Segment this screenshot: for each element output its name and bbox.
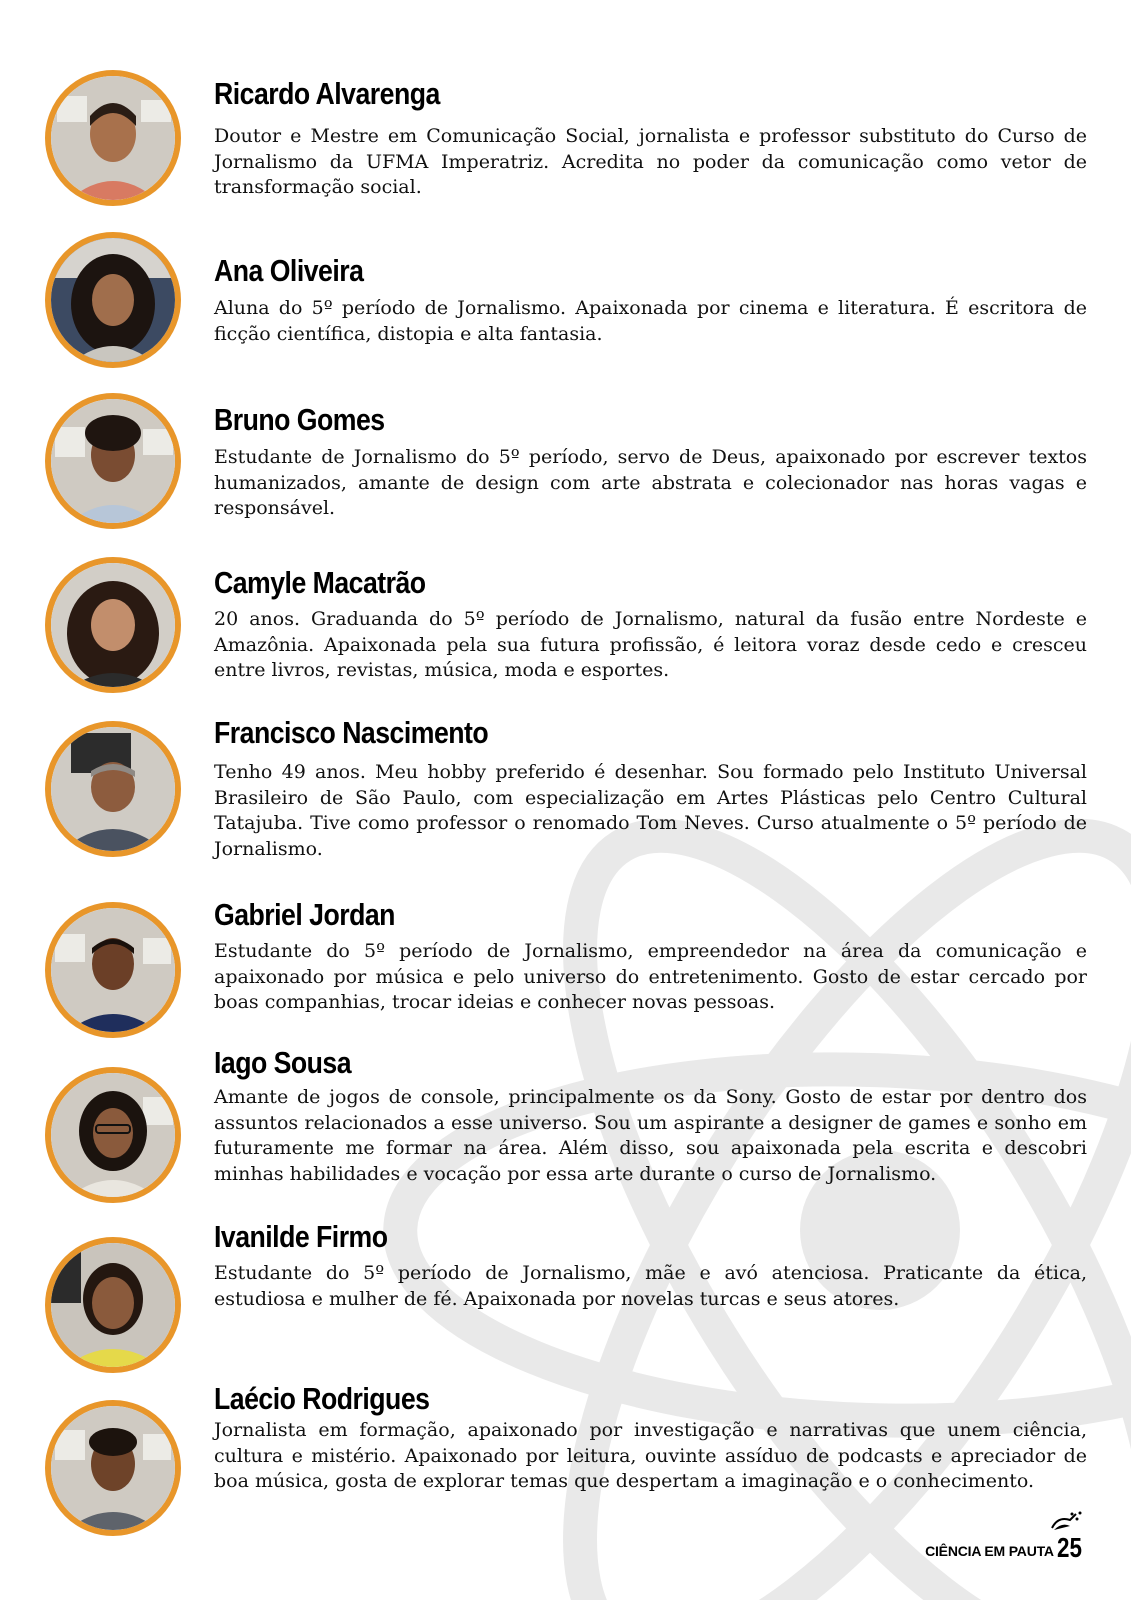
profile-name: Ana Oliveira <box>214 253 364 288</box>
avatar <box>45 557 181 693</box>
profile-name: Francisco Nascimento <box>214 715 489 750</box>
avatar <box>45 1237 181 1373</box>
avatar <box>45 902 181 1038</box>
profile-bio: Amante de jogos de console, principalmente os da Sony. Gosto de estar por dentro dos assuntos relacionados a esse universo. Sou um aspirante a designer de games e sonho em futuramente me formar na área. Além disso, sou apaixonada pela escrita e descobri minhas habilidades e vocação por essa arte durante o curso de Jornalismo. <box>214 1086 1087 1185</box>
profile-bio: Estudante de Jornalismo do 5º período, servo de Deus, apaixonado por escrever textos humanizados, amante de design com arte abstrata e colecionador nas horas vagas e responsável. <box>214 446 1087 519</box>
flask-icon <box>1048 1510 1082 1532</box>
profile-name: Ivanilde Firmo <box>214 1219 388 1254</box>
profile-bio: Estudante do 5º período de Jornalismo, mãe e avó atenciosa. Praticante da ética, estudiosa e mulher de fé. Apaixonada por novelas turcas e seus atores. <box>214 1262 1087 1310</box>
avatar <box>45 232 181 368</box>
profile-bio: Estudante do 5º período de Jornalismo, empreendedor na área da comunicação e apaixonado por música e pelo universo do entretenimento. Gosto de estar cercado por boas companhias, trocar ideias e conhecer novas pessoas. <box>214 940 1087 1013</box>
page-footer <box>925 1534 1088 1562</box>
avatar <box>45 721 181 857</box>
profile-name: Laécio Rodrigues <box>214 1381 430 1416</box>
profile-name: Iago Sousa <box>214 1045 352 1080</box>
profile-bio: 20 anos. Graduanda do 5º período de Jornalismo, natural da fusão entre Nordeste e Amazônia. Apaixonada pela sua futura profissão, é leitora voraz desde cedo e cresceu entre livros, revistas, música, moda e esportes. <box>214 608 1087 681</box>
avatar <box>45 1400 181 1536</box>
profile-bio: Jornalista em formação, apaixonado por investigação e narrativas que unem ciência, cultura e mistério. Apaixonado por leitura, ouvinte assíduo de podcasts e apreciador de boa música, gosta de explorar temas que despertam a imaginação e o conhecimento. <box>214 1419 1087 1492</box>
profile-bio: Aluna do 5º período de Jornalismo. Apaixonada por cinema e literatura. É escritora de ficção científica, distopia e alta fantasia. <box>214 297 1087 345</box>
profile-name: Gabriel Jordan <box>214 897 395 932</box>
profile-bio: Tenho 49 anos. Meu hobby preferido é desenhar. Sou formado pelo Instituto Universal Brasileiro de São Paulo, com especialização em Artes Plásticas pelo Centro Cultural Tatajuba. Tive como professor o renomado Tom Neves. Curso atualmente o 5º período de Jornalismo. <box>214 761 1087 860</box>
profile-name: Ricardo Alvarenga <box>214 76 440 111</box>
avatar <box>45 393 181 529</box>
avatar <box>45 70 181 206</box>
publication-name: CIÊNCIA EM PAUTA <box>925 1543 1054 1559</box>
profile-name: Camyle Macatrão <box>214 565 426 600</box>
avatar <box>45 1067 181 1203</box>
page-number: 25 <box>1056 1532 1082 1563</box>
profile-name: Bruno Gomes <box>214 402 385 437</box>
profile-bio: Doutor e Mestre em Comunicação Social, jornalista e professor substituto do Curso de Jornalismo da UFMA Imperatriz. Acredita no poder da comunicação como vetor de transformação social. <box>214 125 1087 198</box>
